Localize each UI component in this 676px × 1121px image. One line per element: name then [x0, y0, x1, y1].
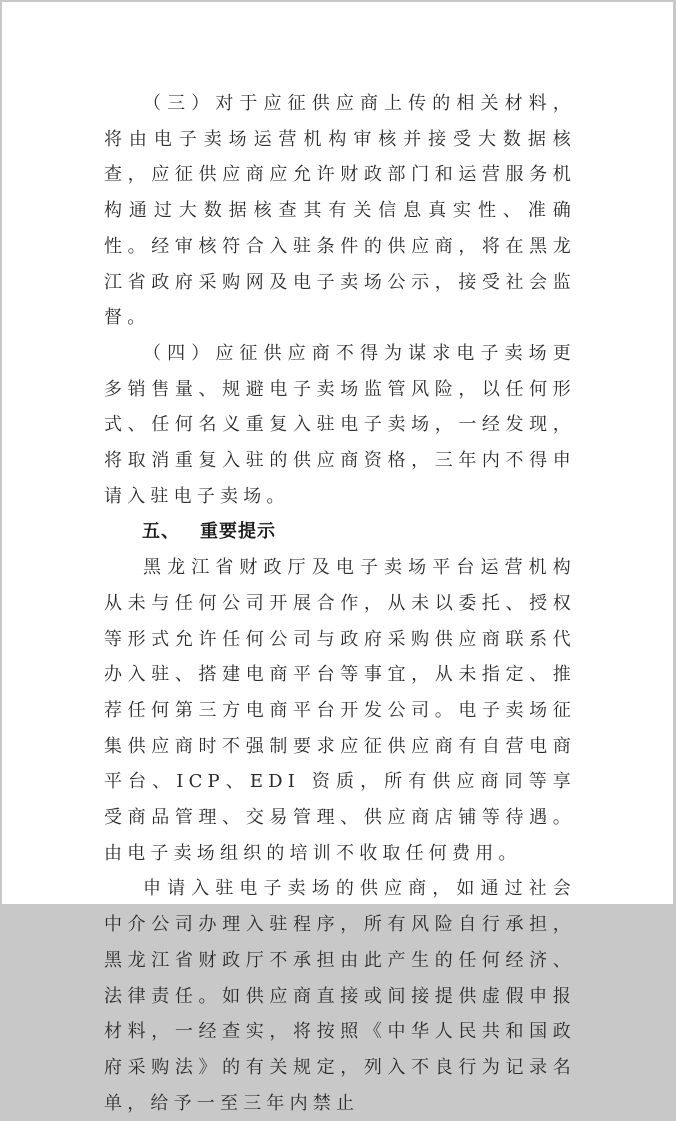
document-page: [2, 2, 673, 1114]
document-body: [104, 86, 576, 1121]
section-heading: [104, 514, 576, 550]
paragraph-notice: 黑龙江省财政厅及电子卖场平台运营机构从未与任何公司开展合作，从未以委托、授权等形式允许任何公司与政府采购供应商联系代办入驻、搭建电商平台等事宜，从未指定、推荐任何第三方电商平台开发公司。电子卖场征集供应商时不强制要求应征供应商有自营电商平台、ICP、EDI 资质，所有供应商同等享受商品管理、交易管理、供应商店铺等待遇。由电子卖场组织的培训不收取任何费用。: [104, 557, 576, 864]
paragraph-3: （三）对于应征供应商上传的相关材料，将由电子卖场运营机构审核并接受大数据核查，应征供应商应允许财政部门和运营服务机构通过大数据核查其有关信息真实性、准确性。经审核符合入驻条件的供应商，将在黑龙江省政府采购网及电子卖场公示，接受社会监督。: [104, 93, 576, 329]
paragraph-4: （四）应征供应商不得为谋求电子卖场更多销售量、规避电子卖场监管风险，以任何形式、任何名义重复入驻电子卖场，一经发现，将取消重复入驻的供应商资格，三年内不得申请入驻电子卖场。: [104, 342, 576, 507]
paragraph-liability: 申请入驻电子卖场的供应商，如通过社会中介公司办理入驻程序，所有风险自行承担，黑龙江省财政厅不承担由此产生的任何经济、法律责任。如供应商直接或间接提供虚假申报材料，一经查实，将按照《中华人民共和国政府采购法》的有关规定，列入不良行为记录名单，给予一至三年内禁止: [104, 878, 576, 1114]
section-title: 重要提示: [200, 521, 276, 543]
section-number: 五、: [142, 521, 180, 543]
